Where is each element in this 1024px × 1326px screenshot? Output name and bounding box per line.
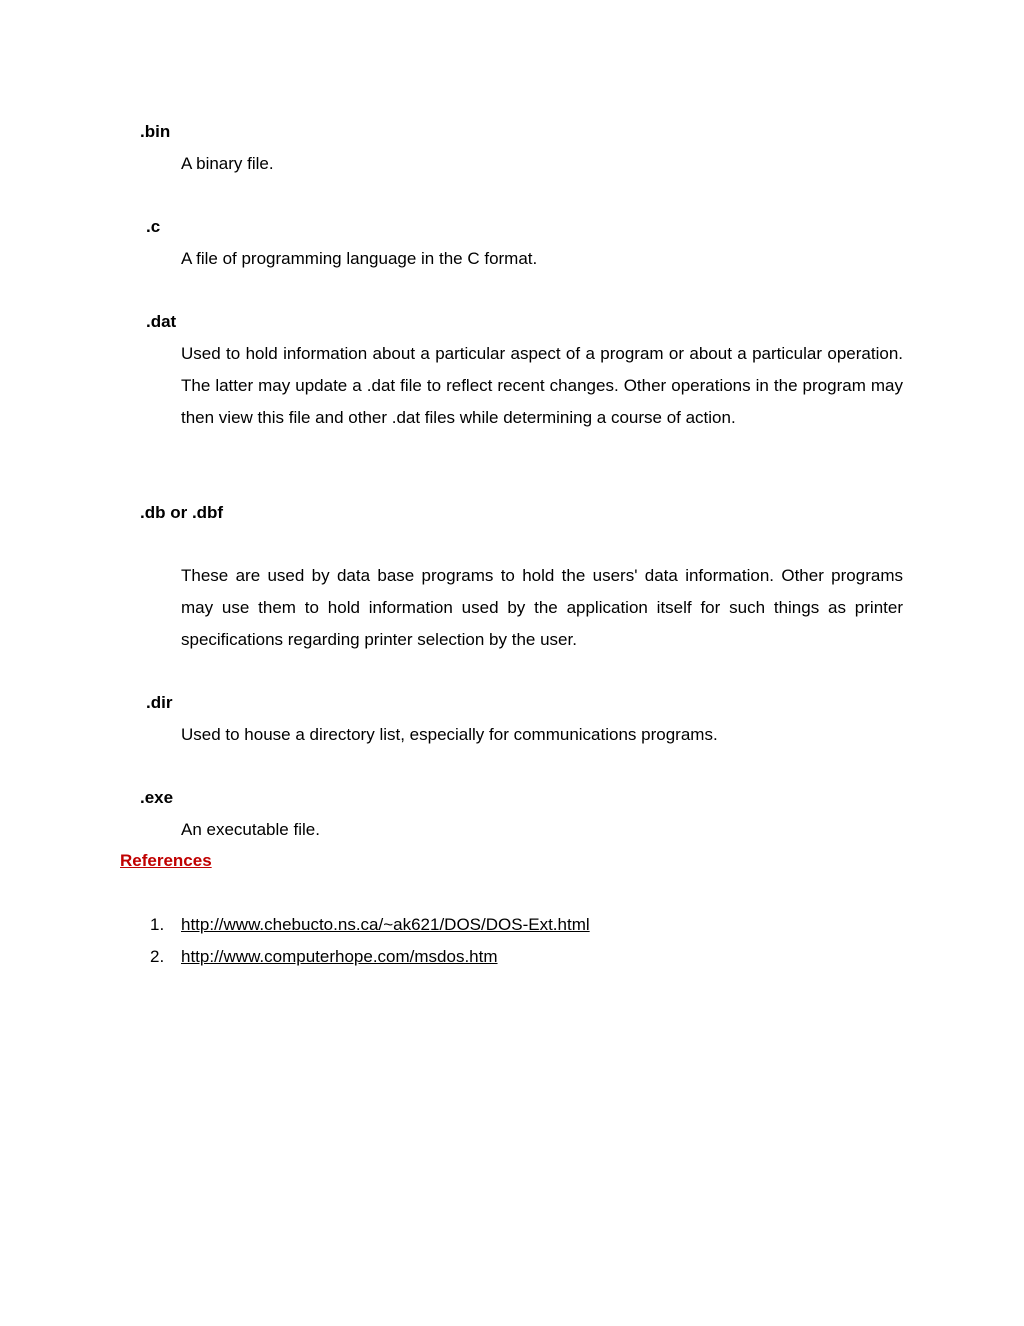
reference-number: 2.	[150, 947, 165, 966]
reference-link-computerhope[interactable]: http://www.computerhope.com/msdos.htm	[181, 947, 498, 966]
term-db-dbf: .db or .dbf	[140, 503, 224, 522]
description-dir: Used to house a directory list, especially for communications programs.	[181, 725, 718, 744]
description-dat: Used to hold information about a particular aspect of a program or about a particular operation. The latter may update a .dat file to reflect recent changes. Other operations in the program may then view this file and other .dat files while determining a course of action.	[181, 344, 903, 427]
term-bin: .bin	[140, 122, 171, 141]
description-bin: A binary file.	[181, 154, 274, 173]
reference-link-chebucto[interactable]: http://www.chebucto.ns.ca/~ak621/DOS/DOS-Ext.html	[181, 915, 590, 934]
reference-item	[150, 915, 590, 935]
term-c: .c	[146, 217, 161, 236]
reference-item	[150, 947, 498, 967]
references-heading: References	[120, 851, 212, 870]
description-c: A file of programming language in the C format.	[181, 249, 538, 268]
description-exe: An executable file.	[181, 820, 320, 839]
term-dat: .dat	[146, 312, 177, 331]
reference-number: 1.	[150, 915, 165, 934]
description-db-dbf: These are used by data base programs to hold the users' data information. Other programs may use them to hold information used by the application itself for such things as printer specifications regarding printer selection by the user.	[181, 566, 903, 649]
term-exe: .exe	[140, 788, 174, 807]
term-dir: .dir	[146, 693, 173, 712]
